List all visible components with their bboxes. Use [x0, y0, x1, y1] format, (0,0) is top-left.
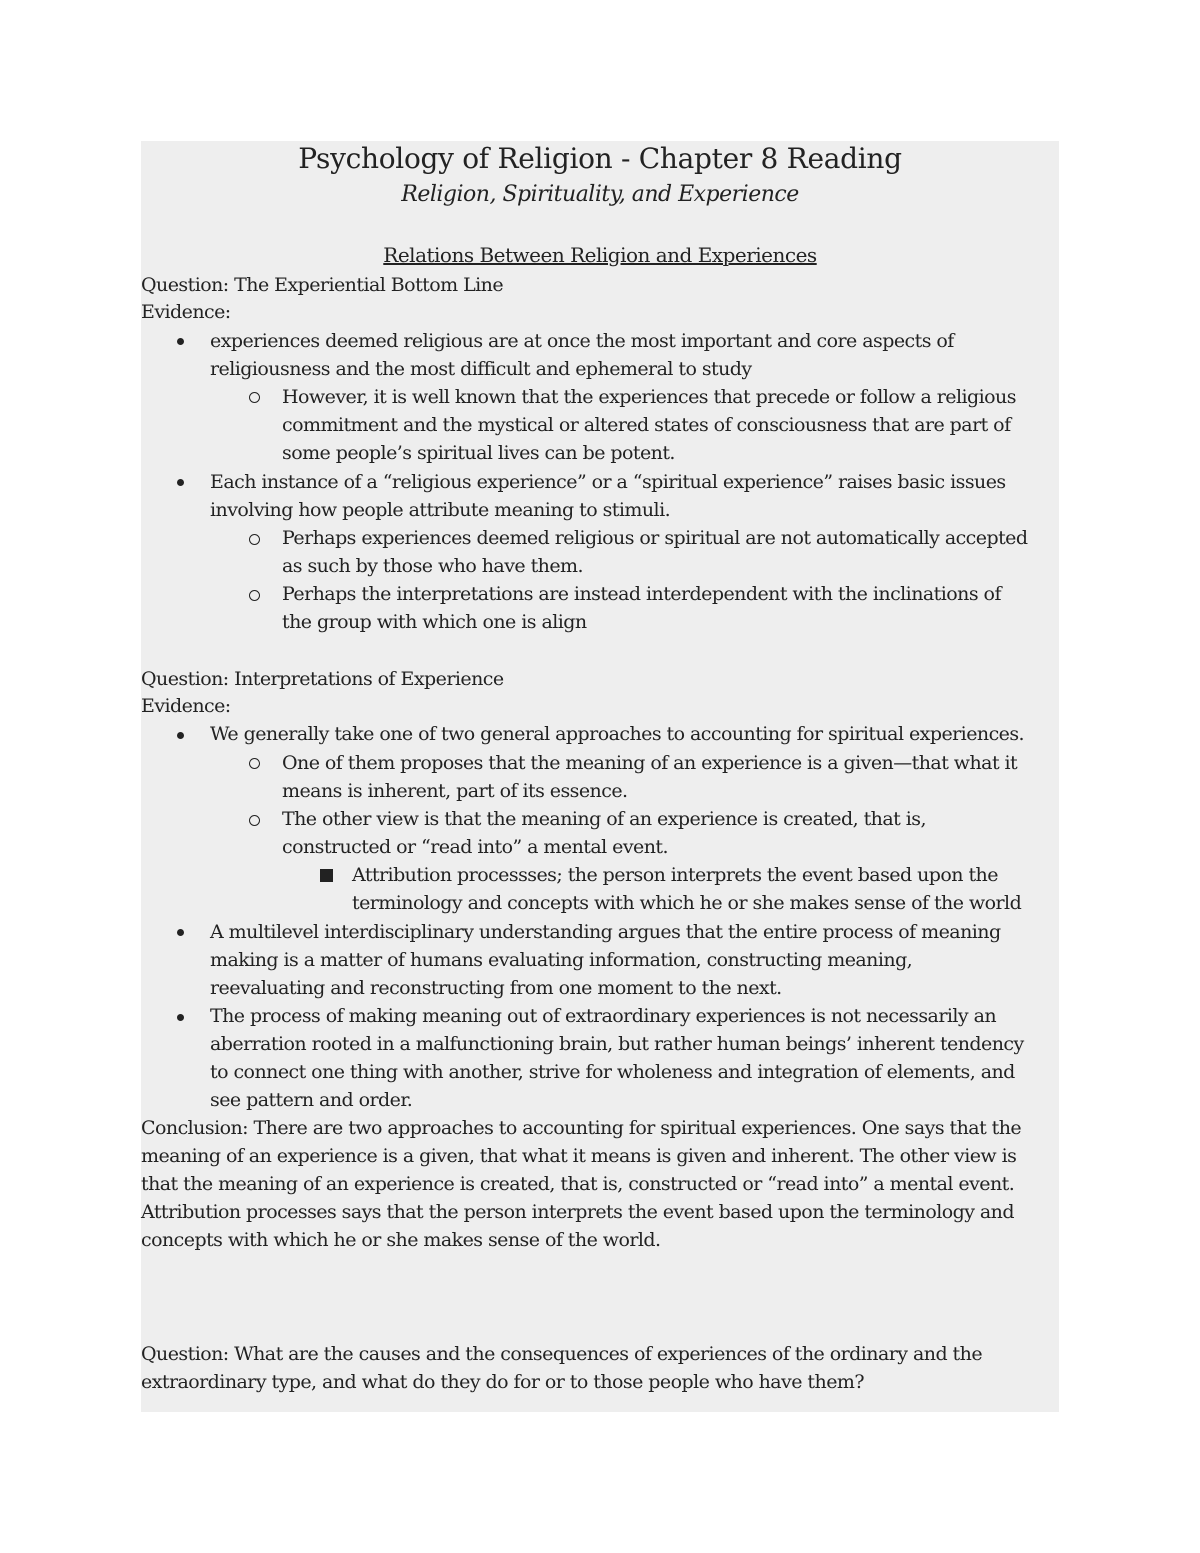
bullet-line: A multilevel interdisciplinary understanding argues that the entire process of meaning	[210, 921, 1001, 943]
conclusion-line: concepts with which he or she makes sense of the world.	[141, 1229, 661, 1251]
sub-bullet-line: Perhaps the interpretations are instead interdependent with the inclinations of	[282, 583, 1001, 605]
sub-sub-bullet-line: Attribution processses; the person interprets the event based upon the	[352, 864, 998, 886]
bullet-line: The process of making meaning out of extraordinary experiences is not necessarily an	[210, 1005, 997, 1027]
sub-sub-bullet-line: terminology and concepts with which he or she makes sense of the world	[352, 892, 1022, 914]
sub-bullet-line: as such by those who have them.	[282, 555, 583, 577]
bullet-dot-icon	[177, 1014, 184, 1021]
question-label: extraordinary type, and what do they do for or to those people who have them?	[141, 1371, 864, 1393]
section-heading: Relations Between Religion and Experiences	[383, 243, 817, 267]
sub-bullet-line: The other view is that the meaning of an experience is created, that is,	[282, 808, 926, 830]
sub-bullet-line: some people’s spiritual lives can be potent.	[282, 442, 675, 464]
sub-bullet-line: the group with which one is align	[282, 611, 587, 633]
evidence-label: Evidence:	[141, 301, 231, 323]
conclusion-line: that the meaning of an experience is created, that is, constructed or “read into” a mental event.	[141, 1173, 1015, 1195]
sub-bullet-line: However, it is well known that the experiences that precede or follow a religious	[282, 386, 1016, 408]
conclusion-line: Attribution processes says that the person interprets the event based upon the terminology and	[141, 1201, 1014, 1223]
bullet-line: making is a matter of humans evaluating information, constructing meaning,	[210, 949, 913, 971]
bullet-line: reevaluating and reconstructing from one moment to the next.	[210, 977, 782, 999]
question-label: Question: Interpretations of Experience	[141, 668, 504, 690]
conclusion-line: Conclusion: There are two approaches to accounting for spiritual experiences. One says that the	[141, 1117, 1022, 1139]
bullet-ring-icon	[249, 534, 260, 545]
sub-bullet-line: constructed or “read into” a mental event.	[282, 836, 668, 858]
bullet-line: aberration rooted in a malfunctioning brain, but rather human beings’ inherent tendency	[210, 1033, 1024, 1055]
document-subtitle: Religion, Spirituality, and Experience	[401, 182, 799, 207]
question-label: Question: What are the causes and the consequences of experiences of the ordinary and the	[141, 1343, 983, 1365]
bullet-line: involving how people attribute meaning to stimuli.	[210, 499, 671, 521]
bullet-dot-icon	[177, 338, 184, 345]
bullet-ring-icon	[249, 590, 260, 601]
bullet-ring-icon	[249, 392, 260, 403]
bullet-dot-icon	[177, 732, 184, 739]
conclusion-line: meaning of an experience is a given, that what it means is given and inherent. The other view is	[141, 1145, 1017, 1167]
sub-bullet-line: means is inherent, part of its essence.	[282, 780, 628, 802]
bullet-line: religiousness and the most difficult and ephemeral to study	[210, 358, 752, 380]
bullet-square-icon	[320, 869, 333, 882]
evidence-label: Evidence:	[141, 695, 231, 717]
bullet-line: see pattern and order.	[210, 1089, 413, 1111]
question-label: Question: The Experiential Bottom Line	[141, 274, 504, 296]
sub-bullet-line: Perhaps experiences deemed religious or spiritual are not automatically accepted	[282, 527, 1028, 549]
sub-bullet-line: One of them proposes that the meaning of an experience is a given—that what it	[282, 752, 1018, 774]
sub-bullet-line: commitment and the mystical or altered states of consciousness that are part of	[282, 414, 1011, 436]
bullet-line: experiences deemed religious are at once the most important and core aspects of	[210, 330, 954, 352]
bullet-line: We generally take one of two general approaches to accounting for spiritual experiences.	[210, 723, 1025, 745]
bullet-ring-icon	[249, 815, 260, 826]
bullet-line: to connect one thing with another, strive for wholeness and integration of elements, and	[210, 1061, 1015, 1083]
bullet-ring-icon	[249, 758, 260, 769]
bullet-dot-icon	[177, 479, 184, 486]
document-title: Psychology of Religion - Chapter 8 Reading	[298, 142, 902, 175]
bullet-dot-icon	[177, 929, 184, 936]
bullet-line: Each instance of a “religious experience” or a “spiritual experience” raises basic issues	[210, 471, 1006, 493]
